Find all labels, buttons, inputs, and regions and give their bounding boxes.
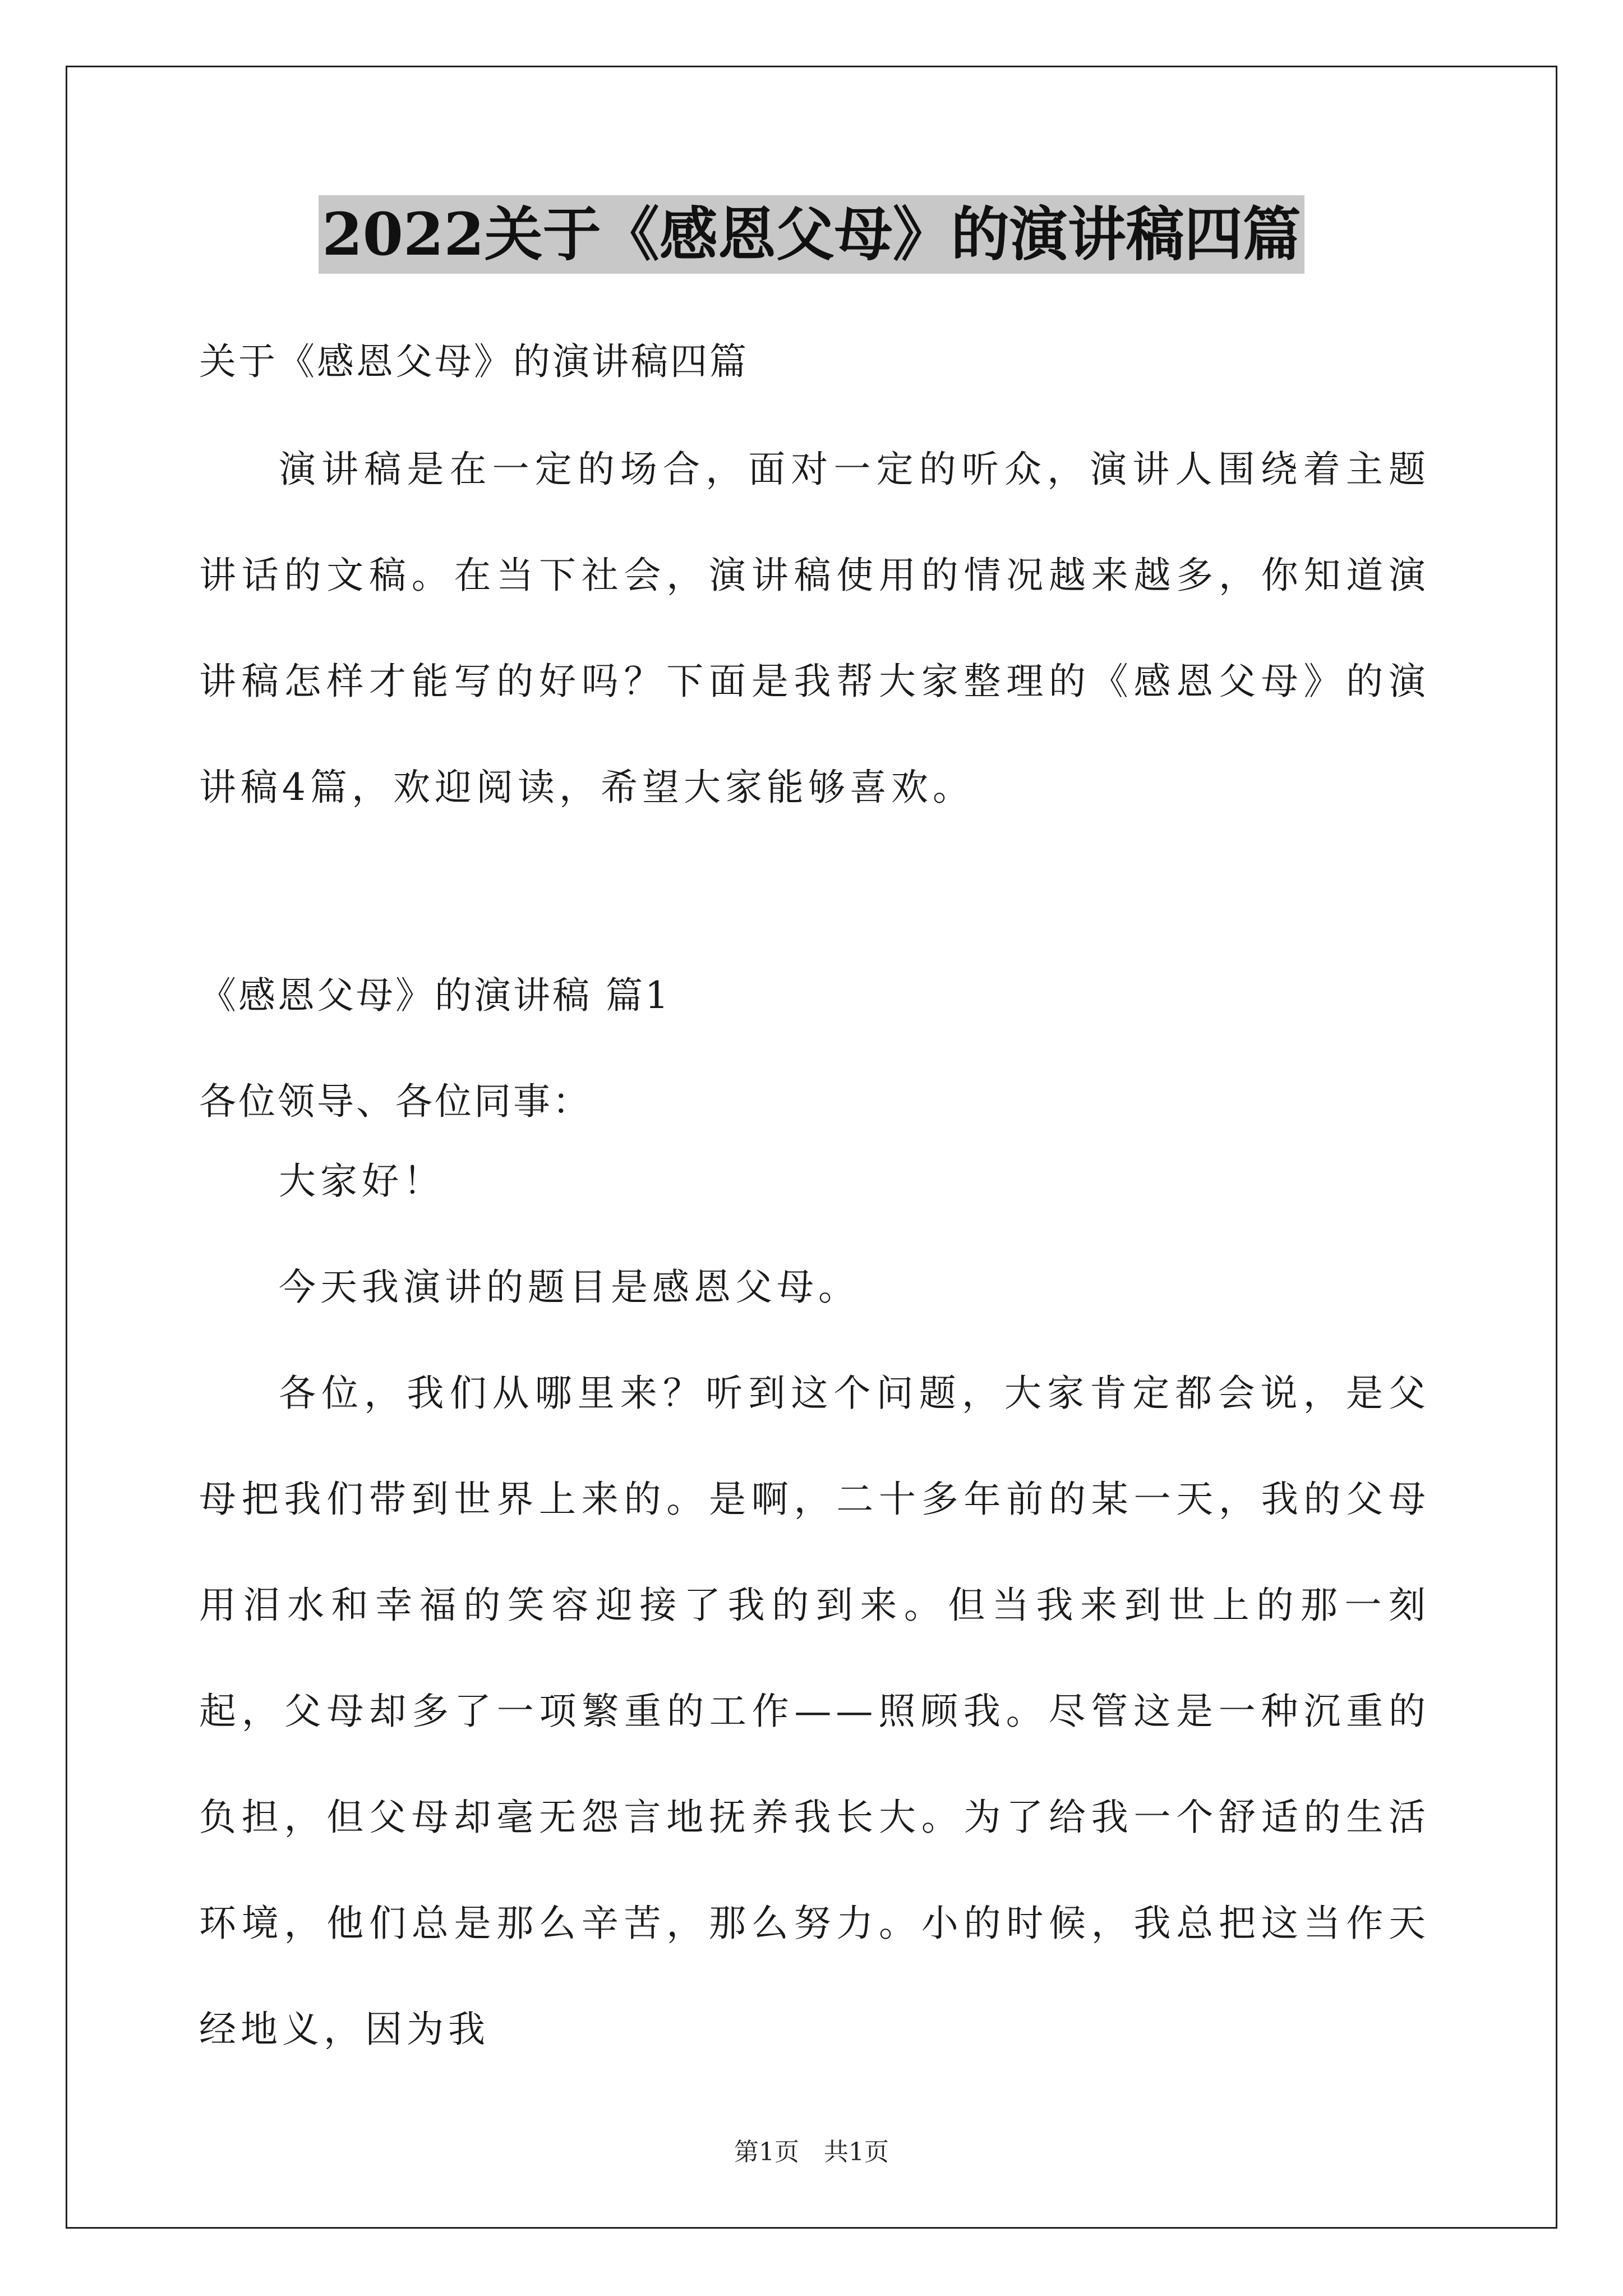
greeting-paragraph: 大家好！: [279, 1159, 445, 1203]
document-subtitle: 关于《感恩父母》的演讲稿四篇: [199, 340, 749, 383]
intro-paragraph: 演讲稿是在一定的场合，面对一定的听众，演讲人围绕着主题讲话的文稿。在当下社会，演讲稿使用的情况越来越多，你知道演讲稿怎样才能写的好吗？下面是我帮大家整理的《感恩父母》的演讲稿4篇，欢迎阅读，希望大家能够喜欢。: [199, 448, 1430, 809]
body-paragraph: 各位，我们从哪里来？听到这个问题，大家肯定都会说，是父母把我们带到世界上来的。是啊，二十多年前的某一天，我的父母用泪水和幸福的笑容迎接了我的到来。但当我来到世上的那一刻起，父母却多了一项繁重的工作——照顾我。尽管这是一种沉重的负担，但父母却毫无怨言地抚养我长大。为了给我一个舒适的生活环境，他们总是那么辛苦，那么努力。小的时候，我总把这当作天经地义，因为我: [199, 1372, 1430, 2051]
document-body: [199, 314, 1430, 2082]
page-footer: 第1页 共1页: [734, 2138, 889, 2166]
document-title: 2022关于《感恩父母》的演讲稿四篇: [319, 195, 1304, 274]
section-heading: 《感恩父母》的演讲稿 篇1: [199, 974, 671, 1017]
topic-paragraph: 今天我演讲的题目是感恩父母。: [279, 1266, 860, 1309]
salutation: 各位领导、各位同事：: [199, 1080, 592, 1123]
title-container: [0, 195, 1623, 274]
